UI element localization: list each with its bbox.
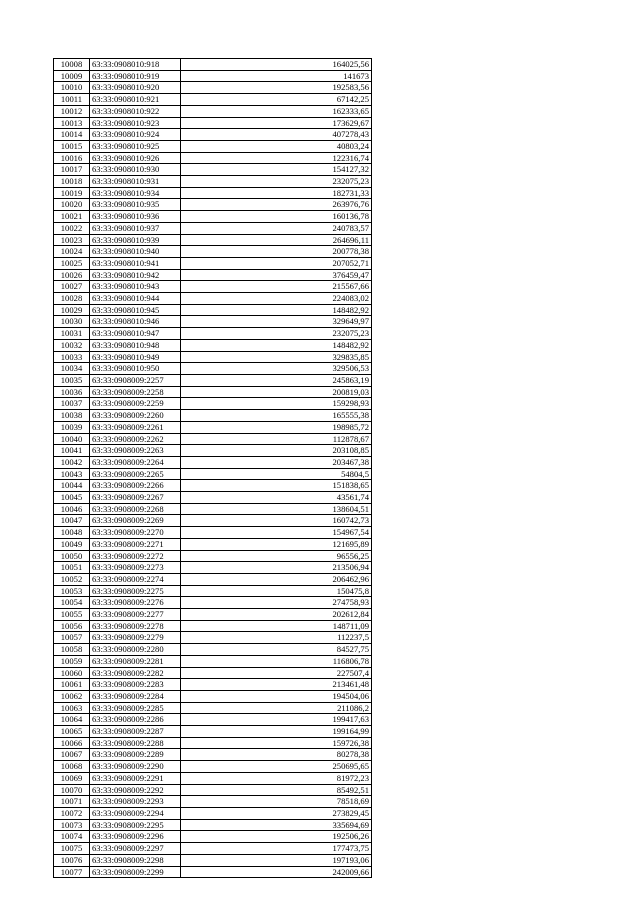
table-row [54,819,372,831]
row-id-cell: 10039 [54,421,90,433]
cadastral-number-cell: 63:33:0908009:2298 [90,854,181,866]
table-row [54,772,372,784]
cadastral-number-cell: 63:33:0908010:925 [90,140,181,152]
row-id-cell: 10075 [54,843,90,855]
value-cell: 329506,53 [181,363,372,375]
row-id-cell: 10056 [54,620,90,632]
row-id-cell: 10062 [54,690,90,702]
value-cell: 264696,11 [181,234,372,246]
row-id-cell: 10070 [54,784,90,796]
row-id-cell: 10017 [54,164,90,176]
table-row [54,234,372,246]
row-id-cell: 10047 [54,515,90,527]
row-id-cell: 10010 [54,82,90,94]
cadastral-number-cell: 63:33:0908010:931 [90,176,181,188]
table-row [54,468,372,480]
cadastral-number-cell: 63:33:0908009:2261 [90,421,181,433]
table-row [54,843,372,855]
table-row [54,761,372,773]
table-row [54,129,372,141]
cadastral-number-cell: 63:33:0908009:2270 [90,527,181,539]
table-row [54,70,372,82]
value-cell: 192506,26 [181,831,372,843]
row-id-cell: 10067 [54,749,90,761]
table-row [54,714,372,726]
table-row [54,597,372,609]
cadastral-number-cell: 63:33:0908009:2269 [90,515,181,527]
row-id-cell: 10066 [54,737,90,749]
cadastral-number-cell: 63:33:0908009:2281 [90,655,181,667]
cadastral-number-cell: 63:33:0908009:2287 [90,726,181,738]
value-cell: 151838,65 [181,480,372,492]
row-id-cell: 10072 [54,808,90,820]
row-id-cell: 10053 [54,585,90,597]
row-id-cell: 10074 [54,831,90,843]
row-id-cell: 10022 [54,222,90,234]
cadastral-number-cell: 63:33:0908009:2262 [90,433,181,445]
row-id-cell: 10077 [54,866,90,878]
value-cell: 250695,65 [181,761,372,773]
cadastral-number-cell: 63:33:0908009:2263 [90,445,181,457]
table-row [54,386,372,398]
row-id-cell: 10029 [54,304,90,316]
value-cell: 116806,78 [181,655,372,667]
table-row [54,433,372,445]
cadastral-number-cell: 63:33:0908009:2260 [90,410,181,422]
value-cell: 192583,56 [181,82,372,94]
cadastral-number-cell: 63:33:0908010:936 [90,211,181,223]
value-cell: 232075,23 [181,328,372,340]
row-id-cell: 10013 [54,117,90,129]
value-cell: 165555,38 [181,410,372,422]
row-id-cell: 10045 [54,492,90,504]
table-row [54,456,372,468]
value-cell: 200778,38 [181,246,372,258]
row-id-cell: 10024 [54,246,90,258]
row-id-cell: 10012 [54,105,90,117]
cadastral-number-cell: 63:33:0908009:2257 [90,374,181,386]
cadastral-number-cell: 63:33:0908009:2299 [90,866,181,878]
table-row [54,222,372,234]
cadastral-number-cell: 63:33:0908010:948 [90,339,181,351]
cadastral-number-cell: 63:33:0908010:950 [90,363,181,375]
cadastral-number-cell: 63:33:0908009:2258 [90,386,181,398]
cadastral-number-cell: 63:33:0908010:920 [90,82,181,94]
table-row [54,421,372,433]
value-cell: 148711,09 [181,620,372,632]
cadastral-number-cell: 63:33:0908010:944 [90,293,181,305]
row-id-cell: 10018 [54,176,90,188]
value-cell: 80278,38 [181,749,372,761]
table-row [54,515,372,527]
cadastral-number-cell: 63:33:0908010:924 [90,129,181,141]
row-id-cell: 10041 [54,445,90,457]
cadastral-number-cell: 63:33:0908010:941 [90,257,181,269]
table-row [54,59,372,71]
value-cell: 273829,45 [181,808,372,820]
table-row [54,152,372,164]
value-cell: 173629,67 [181,117,372,129]
cadastral-number-cell: 63:33:0908009:2276 [90,597,181,609]
value-cell: 329649,97 [181,316,372,328]
cadastral-number-cell: 63:33:0908009:2293 [90,796,181,808]
value-cell: 148482,92 [181,339,372,351]
table-row [54,82,372,94]
value-cell: 198985,72 [181,421,372,433]
row-id-cell: 10030 [54,316,90,328]
row-id-cell: 10057 [54,632,90,644]
cadastral-number-cell: 63:33:0908009:2294 [90,808,181,820]
row-id-cell: 10049 [54,538,90,550]
value-cell: 194504,06 [181,690,372,702]
value-cell: 199164,99 [181,726,372,738]
row-id-cell: 10043 [54,468,90,480]
value-cell: 177473,75 [181,843,372,855]
table-row [54,690,372,702]
row-id-cell: 10069 [54,772,90,784]
value-cell: 121695,89 [181,538,372,550]
row-id-cell: 10019 [54,187,90,199]
cadastral-number-cell: 63:33:0908010:949 [90,351,181,363]
cadastral-number-cell: 63:33:0908009:2267 [90,492,181,504]
table-row [54,854,372,866]
value-cell: 81972,23 [181,772,372,784]
cadastral-number-cell: 63:33:0908010:940 [90,246,181,258]
row-id-cell: 10068 [54,761,90,773]
row-id-cell: 10031 [54,328,90,340]
table-row [54,492,372,504]
row-id-cell: 10044 [54,480,90,492]
row-id-cell: 10071 [54,796,90,808]
table-row [54,655,372,667]
cadastral-number-cell: 63:33:0908010:947 [90,328,181,340]
row-id-cell: 10051 [54,562,90,574]
cadastral-number-cell: 63:33:0908009:2297 [90,843,181,855]
value-cell: 242009,66 [181,866,372,878]
table-row [54,410,372,422]
row-id-cell: 10026 [54,269,90,281]
cadastral-number-cell: 63:33:0908010:926 [90,152,181,164]
value-cell: 182731,33 [181,187,372,199]
cadastral-number-cell: 63:33:0908009:2277 [90,609,181,621]
value-cell: 202612,84 [181,609,372,621]
value-cell: 154127,32 [181,164,372,176]
cadastral-number-cell: 63:33:0908009:2264 [90,456,181,468]
table-row [54,726,372,738]
value-cell: 84527,75 [181,644,372,656]
value-cell: 211086,2 [181,702,372,714]
table-row [54,831,372,843]
table-row [54,632,372,644]
cadastral-number-cell: 63:33:0908009:2266 [90,480,181,492]
table-row [54,211,372,223]
row-id-cell: 10042 [54,456,90,468]
row-id-cell: 10048 [54,527,90,539]
table-row [54,550,372,562]
table-row [54,808,372,820]
cadastral-number-cell: 63:33:0908009:2272 [90,550,181,562]
cadastral-number-cell: 63:33:0908009:2280 [90,644,181,656]
table-row [54,784,372,796]
row-id-cell: 10055 [54,609,90,621]
row-id-cell: 10052 [54,573,90,585]
cadastral-number-cell: 63:33:0908009:2291 [90,772,181,784]
cadastral-number-cell: 63:33:0908010:935 [90,199,181,211]
cadastral-number-cell: 63:33:0908010:922 [90,105,181,117]
row-id-cell: 10023 [54,234,90,246]
cadastral-number-cell: 63:33:0908009:2290 [90,761,181,773]
table-row [54,176,372,188]
value-cell: 160742,73 [181,515,372,527]
table-row [54,328,372,340]
table-row [54,199,372,211]
cadastral-number-cell: 63:33:0908009:2296 [90,831,181,843]
table-row [54,737,372,749]
value-cell: 245863,19 [181,374,372,386]
row-id-cell: 10021 [54,211,90,223]
value-cell: 215567,66 [181,281,372,293]
value-cell: 43561,74 [181,492,372,504]
table-row [54,749,372,761]
row-id-cell: 10060 [54,667,90,679]
cadastral-number-cell: 63:33:0908010:942 [90,269,181,281]
row-id-cell: 10035 [54,374,90,386]
row-id-cell: 10076 [54,854,90,866]
value-cell: 200819,03 [181,386,372,398]
value-cell: 112878,67 [181,433,372,445]
table-row [54,398,372,410]
table-row [54,644,372,656]
value-cell: 207052,71 [181,257,372,269]
table-row [54,316,372,328]
row-id-cell: 10063 [54,702,90,714]
value-cell: 78518,69 [181,796,372,808]
row-id-cell: 10040 [54,433,90,445]
table-row [54,187,372,199]
table-row [54,363,372,375]
value-cell: 96556,25 [181,550,372,562]
value-cell: 335694,69 [181,819,372,831]
table-row [54,293,372,305]
value-cell: 240783,57 [181,222,372,234]
value-cell: 203467,38 [181,456,372,468]
table-row [54,620,372,632]
row-id-cell: 10059 [54,655,90,667]
row-id-cell: 10038 [54,410,90,422]
value-cell: 85492,51 [181,784,372,796]
table-row [54,281,372,293]
cadastral-number-cell: 63:33:0908009:2265 [90,468,181,480]
table-row [54,538,372,550]
row-id-cell: 10020 [54,199,90,211]
value-cell: 54804,5 [181,468,372,480]
value-cell: 122316,74 [181,152,372,164]
row-id-cell: 10058 [54,644,90,656]
cadastral-number-cell: 63:33:0908010:934 [90,187,181,199]
value-cell: 138604,51 [181,503,372,515]
table-row [54,374,372,386]
cadastral-number-cell: 63:33:0908009:2288 [90,737,181,749]
table-row [54,257,372,269]
cadastral-number-cell: 63:33:0908010:937 [90,222,181,234]
value-cell: 227507,4 [181,667,372,679]
row-id-cell: 10011 [54,94,90,106]
row-id-cell: 10034 [54,363,90,375]
cadastral-number-cell: 63:33:0908009:2295 [90,819,181,831]
value-cell: 263976,76 [181,199,372,211]
table-row [54,527,372,539]
value-cell: 329835,85 [181,351,372,363]
value-cell: 159298,93 [181,398,372,410]
cadastral-number-cell: 63:33:0908009:2286 [90,714,181,726]
value-cell: 232075,23 [181,176,372,188]
value-cell: 40803,24 [181,140,372,152]
cadastral-number-cell: 63:33:0908010:946 [90,316,181,328]
cadastral-number-cell: 63:33:0908009:2285 [90,702,181,714]
table-row [54,573,372,585]
table-row [54,164,372,176]
cadastral-number-cell: 63:33:0908009:2278 [90,620,181,632]
value-cell: 141673 [181,70,372,82]
table-row [54,609,372,621]
row-id-cell: 10061 [54,679,90,691]
cadastral-value-table [53,58,372,878]
cadastral-number-cell: 63:33:0908010:923 [90,117,181,129]
cadastral-number-cell: 63:33:0908009:2271 [90,538,181,550]
row-id-cell: 10016 [54,152,90,164]
value-cell: 206462,96 [181,573,372,585]
cadastral-number-cell: 63:33:0908009:2275 [90,585,181,597]
table-row [54,562,372,574]
value-cell: 274758,93 [181,597,372,609]
value-cell: 197193,06 [181,854,372,866]
table-row [54,339,372,351]
value-cell: 67142,25 [181,94,372,106]
row-id-cell: 10028 [54,293,90,305]
value-cell: 112237,5 [181,632,372,644]
table-row [54,105,372,117]
value-cell: 224083,02 [181,293,372,305]
cadastral-number-cell: 63:33:0908010:943 [90,281,181,293]
row-id-cell: 10050 [54,550,90,562]
value-cell: 199417,63 [181,714,372,726]
table-row [54,140,372,152]
table-row [54,304,372,316]
table-row [54,796,372,808]
cadastral-number-cell: 63:33:0908009:2282 [90,667,181,679]
row-id-cell: 10065 [54,726,90,738]
value-cell: 203108,85 [181,445,372,457]
row-id-cell: 10032 [54,339,90,351]
table-row [54,679,372,691]
table-row [54,269,372,281]
cadastral-number-cell: 63:33:0908010:939 [90,234,181,246]
row-id-cell: 10027 [54,281,90,293]
cadastral-number-cell: 63:33:0908009:2284 [90,690,181,702]
table-row [54,94,372,106]
row-id-cell: 10064 [54,714,90,726]
table-row [54,503,372,515]
cadastral-number-cell: 63:33:0908009:2292 [90,784,181,796]
value-cell: 159726,38 [181,737,372,749]
row-id-cell: 10008 [54,59,90,71]
value-cell: 154967,54 [181,527,372,539]
table-row [54,866,372,878]
value-cell: 213461,48 [181,679,372,691]
table-row [54,667,372,679]
cadastral-number-cell: 63:33:0908009:2259 [90,398,181,410]
row-id-cell: 10036 [54,386,90,398]
value-cell: 160136,78 [181,211,372,223]
table-row [54,117,372,129]
table-row [54,480,372,492]
cadastral-number-cell: 63:33:0908010:921 [90,94,181,106]
value-cell: 164025,56 [181,59,372,71]
cadastral-number-cell: 63:33:0908009:2279 [90,632,181,644]
cadastral-number-cell: 63:33:0908010:919 [90,70,181,82]
cadastral-number-cell: 63:33:0908009:2283 [90,679,181,691]
row-id-cell: 10073 [54,819,90,831]
value-cell: 213506,94 [181,562,372,574]
cadastral-number-cell: 63:33:0908010:930 [90,164,181,176]
row-id-cell: 10025 [54,257,90,269]
cadastral-number-cell: 63:33:0908010:945 [90,304,181,316]
row-id-cell: 10014 [54,129,90,141]
value-cell: 407278,43 [181,129,372,141]
row-id-cell: 10037 [54,398,90,410]
table-row [54,445,372,457]
row-id-cell: 10033 [54,351,90,363]
cadastral-number-cell: 63:33:0908009:2268 [90,503,181,515]
row-id-cell: 10015 [54,140,90,152]
value-cell: 150475,8 [181,585,372,597]
cadastral-number-cell: 63:33:0908009:2273 [90,562,181,574]
cadastral-number-cell: 63:33:0908009:2289 [90,749,181,761]
table-row [54,702,372,714]
table-row [54,246,372,258]
cadastral-number-cell: 63:33:0908009:2274 [90,573,181,585]
row-id-cell: 10009 [54,70,90,82]
table-row [54,351,372,363]
value-cell: 376459,47 [181,269,372,281]
table-row [54,585,372,597]
row-id-cell: 10046 [54,503,90,515]
cadastral-number-cell: 63:33:0908010:918 [90,59,181,71]
value-cell: 162333,65 [181,105,372,117]
row-id-cell: 10054 [54,597,90,609]
value-cell: 148482,92 [181,304,372,316]
table-body [54,59,372,878]
